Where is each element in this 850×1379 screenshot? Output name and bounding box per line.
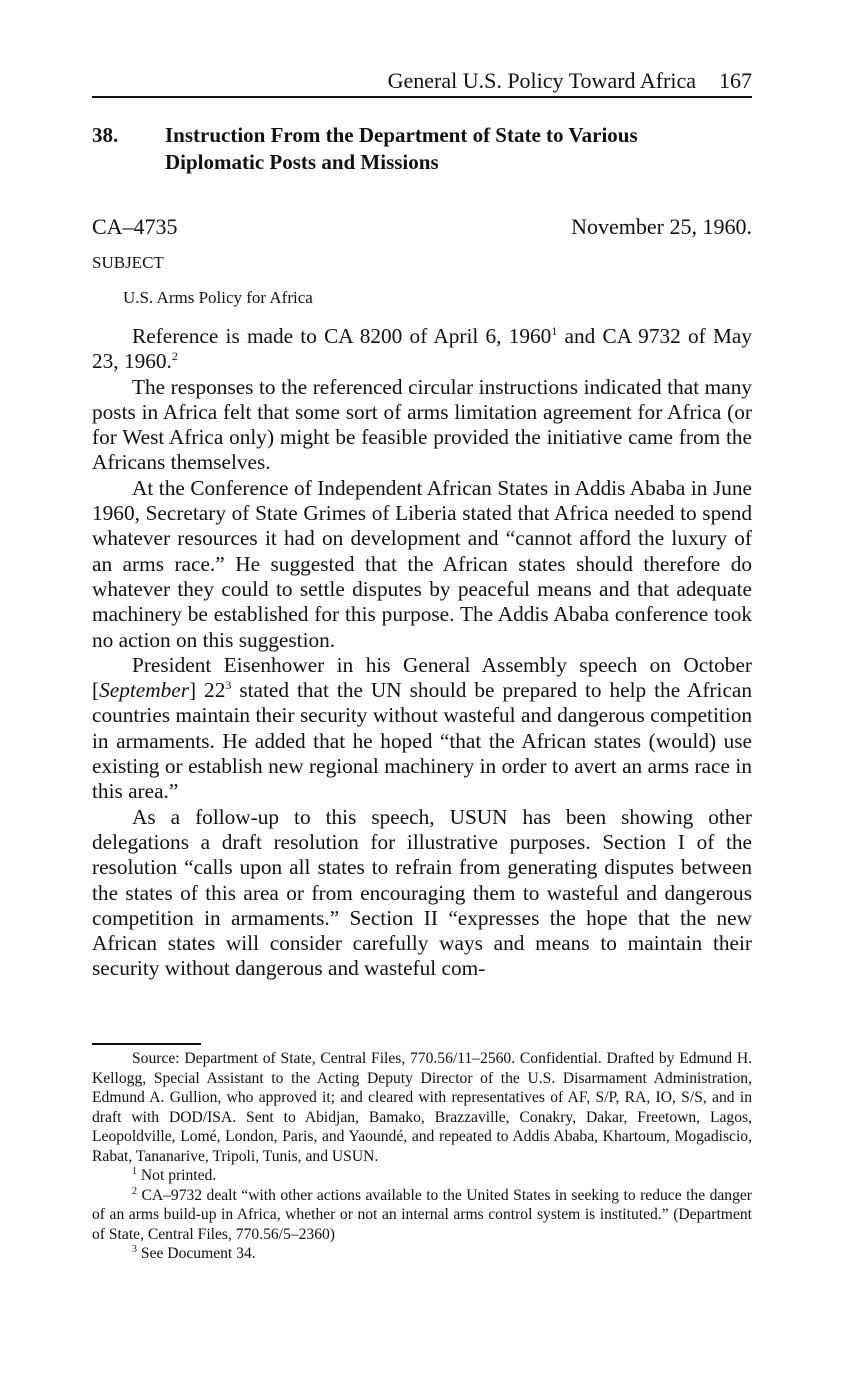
subject-label: SUBJECT bbox=[92, 253, 164, 272]
footnote-ref: 1 bbox=[551, 324, 558, 338]
paragraph: As a follow-up to this speech, USUN has been showing other delegations a draft resolution for illustrative purposes. Section I of the resolution “calls upon all states to refrain from generating disputes between the states of this area or from encouraging them to wasteful and dangerous competition in armaments.” Section II “expresses the hope that the new African states will consider carefully ways and means to maintain their security without dangerous and wasteful com- bbox=[92, 804, 752, 981]
footnote-marker: 1 bbox=[132, 1166, 137, 1177]
footnote bbox=[92, 1244, 752, 1264]
paragraph-text: Reference is made to CA 8200 of April 6, 1960 bbox=[132, 324, 552, 348]
running-head-title: General U.S. Policy Toward Africa bbox=[387, 68, 696, 93]
source-note: Source: Department of State, Central Files, 770.56/11–2560. Confidential. Drafted by Edmund H. Kellogg, Special Assistant to the Acting Deputy Director of the U.S. Disarmament Administration, Edmund A. Gullion, who approved it; and cleared with representatives of AF, S/P, RA, IO, S/S, and in draft with DOD/ISA. Sent to Abidjan, Bamako, Brazzaville, Conakry, Dakar, Freetown, Lagos, Leopoldville, Lomé, London, Paris, and Yaoundé, and repeated to Addis Ababa, Khartoum, Mogadiscio, Rabat, Tananarive, Tripoli, Tunis, and USUN. bbox=[92, 1050, 752, 1165]
subject-text: U.S. Arms Policy for Africa bbox=[123, 288, 313, 307]
paragraph-text: President Eisenhower in his General Assembly speech on October [ bbox=[92, 652, 752, 703]
footnotes bbox=[92, 1049, 752, 1264]
paragraph-text: and CA 9732 of May 23, 1960. bbox=[92, 324, 752, 374]
footnote-text: CA–9732 dealt “with other actions available to the United States in seeking to reduce the danger of an arms build-up in Africa, whether or not an internal arms control system is instituted.” (Department of State, Central Files, 770.56/5–2360) bbox=[92, 1186, 752, 1243]
footnote bbox=[92, 1166, 752, 1186]
footnote-text: See Document 34. bbox=[137, 1245, 256, 1262]
document-number: 38. bbox=[92, 123, 119, 147]
document-title: Instruction From the Department of State to Various Diplomatic Posts and Missions bbox=[165, 123, 638, 174]
footnote-marker: 3 bbox=[132, 1244, 137, 1255]
document-date: November 25, 1960. bbox=[571, 214, 752, 239]
paragraph: The responses to the referenced circular instructions indicated that many posts in Africa felt that some sort of arms limitation agreement for Africa (or for West Africa only) might be feasible provided the initiative came from the Africans themselves. bbox=[92, 374, 752, 475]
footnote-marker: 2 bbox=[132, 1185, 137, 1197]
footnote-divider bbox=[92, 1043, 201, 1045]
paragraph bbox=[92, 653, 752, 805]
footnote bbox=[92, 1186, 752, 1245]
running-head bbox=[92, 66, 752, 98]
page-number: 167 bbox=[719, 68, 752, 93]
footnote-ref: 3 bbox=[225, 678, 232, 693]
body-text bbox=[92, 324, 752, 982]
footnote-ref: 2 bbox=[171, 349, 178, 364]
italic-text: September bbox=[99, 678, 189, 703]
paragraph-text: stated that the UN should be prepared to help the African countries maintain their security without wasteful and dangerous competition in armaments. He added that he hoped “that the African states (would) use existing or establish new regional machinery in order to avert an arms race in this area.” bbox=[92, 678, 752, 804]
footnote-text: Not printed. bbox=[137, 1167, 217, 1184]
paragraph: At the Conference of Independent African States in Addis Ababa in June 1960, Secretary of State Grimes of Liberia stated that Africa needed to spend whatever resources it had on development and “cannot afford the luxury of an arms race.” He suggested that the African states should therefore do whatever they could to settle disputes by peaceful means and that adequate machinery be established for this purpose. The Addis Ababa conference took no action on this suggestion. bbox=[92, 475, 752, 652]
document-code: CA–4735 bbox=[92, 214, 178, 239]
paragraph-text: ] 22 bbox=[188, 678, 226, 703]
paragraph bbox=[92, 324, 752, 375]
